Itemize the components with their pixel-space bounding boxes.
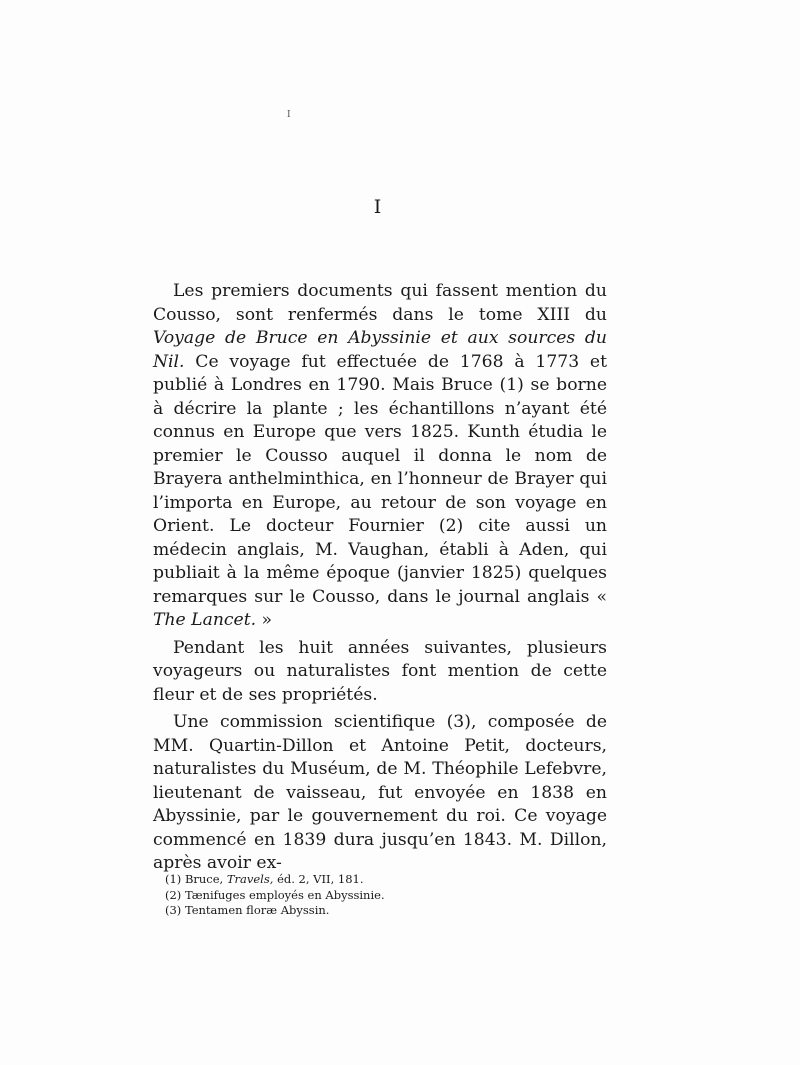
chapter-heading: I <box>373 196 383 218</box>
paragraph-2 <box>153 637 607 708</box>
footnote-3 <box>165 903 605 919</box>
body-text <box>153 280 607 880</box>
text-segment: Une commission scientifique (3), composée de MM. Quartin-Dillon et Antoine Petit, docteurs, naturalistes du Muséum, de M. Théophile Lefebvre, lieutenant de vaisseau, fut envoyée en 1838 en Abyssinie, par le gouvernement du roi. Ce voyage commencé en 1839 dura jusqu’en 1843. M. Dillon, après avoir ex- <box>153 712 607 873</box>
footnote-2 <box>165 888 605 904</box>
footnote-text: éd. 2, VII, 181. <box>273 872 364 886</box>
paragraph-1 <box>153 280 607 633</box>
footnote-text: (1) Bruce, <box>165 872 227 886</box>
text-segment: Les premiers documents qui fassent mention du Cousso, sont renfermés dans le tome XIII du <box>153 281 607 325</box>
footnote-text: (3) Tentamen floræ Abyssin. <box>165 903 330 917</box>
footnote-text: (2) Tænifuges employés en Abyssinie. <box>165 887 385 902</box>
text-segment: » <box>256 610 273 630</box>
text-segment: Ce voyage fut effectuée de 1768 à 1773 et publié à Londres en 1790. Mais Bruce (1) se borne à décrire la plante ; les échantillons n’ayant été connus en Europe que vers 1825. Kunth étudia le premier le Cousso auquel il donna le nom de Brayera anthelminthica, en l’honneur de Brayer qui l’importa en Europe, au retour de son voyage en Orient. Le docteur Fournier (2) cite aussi un médecin anglais, M. Vaughan, établi à Aden, qui publiait à la même époque (janvier 1825) quelques remarques sur le Cousso, dans le journal anglais « <box>153 351 607 607</box>
journal-title-italic: The Lancet. <box>153 610 257 630</box>
paragraph-3 <box>153 711 607 876</box>
footnote-1 <box>165 872 605 888</box>
footnote-italic: Travels, <box>226 872 274 886</box>
book-title-italic: Voyage de Bruce en Abyssinie et aux sources du Nil. <box>153 328 607 372</box>
text-segment: Pendant les huit années suivantes, plusieurs voyageurs ou naturalistes font mention de cette fleur et de ses propriétés. <box>153 637 607 705</box>
page-tick-mark: I <box>287 110 291 120</box>
footnotes <box>165 872 605 919</box>
